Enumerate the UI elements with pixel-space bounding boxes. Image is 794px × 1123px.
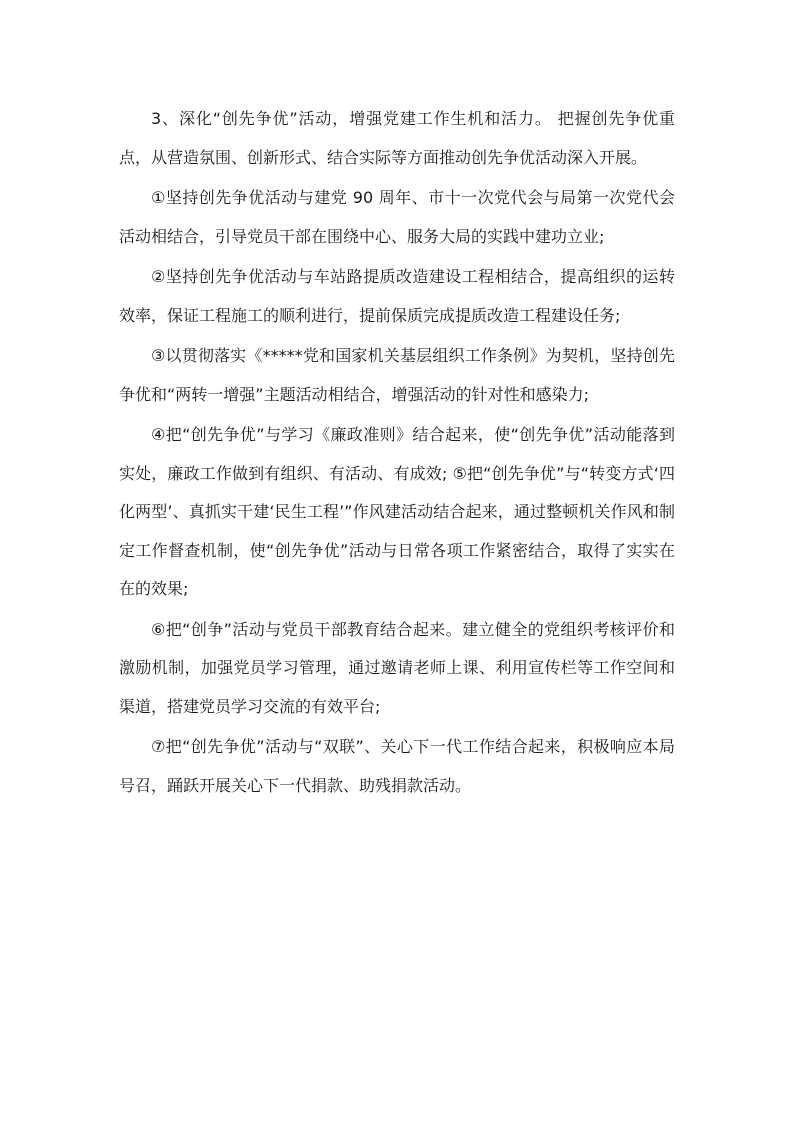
paragraph-item-6: ⑥把“创争”活动与党员干部教育结合起来。建立健全的党组织考核评价和激励机制，加强党员学习管理，通过邀请老师上课、利用宣传栏等工作空间和渠道，搭建党员学习交流的有效平台; [119, 619, 675, 716]
paragraph-item-4-5: ④把“创先争优”与学习《廉政准则》结合起来，使“创先争优”活动能落到实处，廉政工作做到有组织、有活动、有成效; ⑤把“创先争优”与“转变方式‘四化两型’、真抓实干建‘民生工程’”作风建活动结合起来，通过整顿机关作风和制定工作督查机制，使“创先争优”活动与日常各项工作紧密结合，取得了实实在在的效果; [119, 425, 675, 598]
paragraph-item-7: ⑦把“创先争优”活动与“双联”、关心下一代工作结合起来，积极响应本局号召，踊跃开展关心下一代捐款、助残捐款活动。 [119, 737, 675, 795]
document-body [119, 100, 675, 807]
paragraph-deepen-activity: 3、深化“创先争优”活动，增强党建工作生机和活力。 把握创先争优重点，从营造氛围、创新形式、结合实际等方面推动创先争优活动深入开展。 [119, 109, 675, 167]
paragraph-item-1: ①坚持创先争优活动与建党 90 周年、市十一次党代会与局第一次党代会活动相结合，引导党员干部在围绕中心、服务大局的实践中建功立业; [119, 188, 675, 246]
paragraph-item-3: ③以贯彻落实《*****党和国家机关基层组织工作条例》为契机，坚持创先争优和“两转一增强”主题活动相结合，增强活动的针对性和感染力; [119, 346, 675, 404]
paragraph-item-2: ②坚持创先争优活动与车站路提质改造建设工程相结合，提高组织的运转效率，保证工程施工的顺利进行，提前保质完成提质改造工程建设任务; [119, 267, 675, 325]
